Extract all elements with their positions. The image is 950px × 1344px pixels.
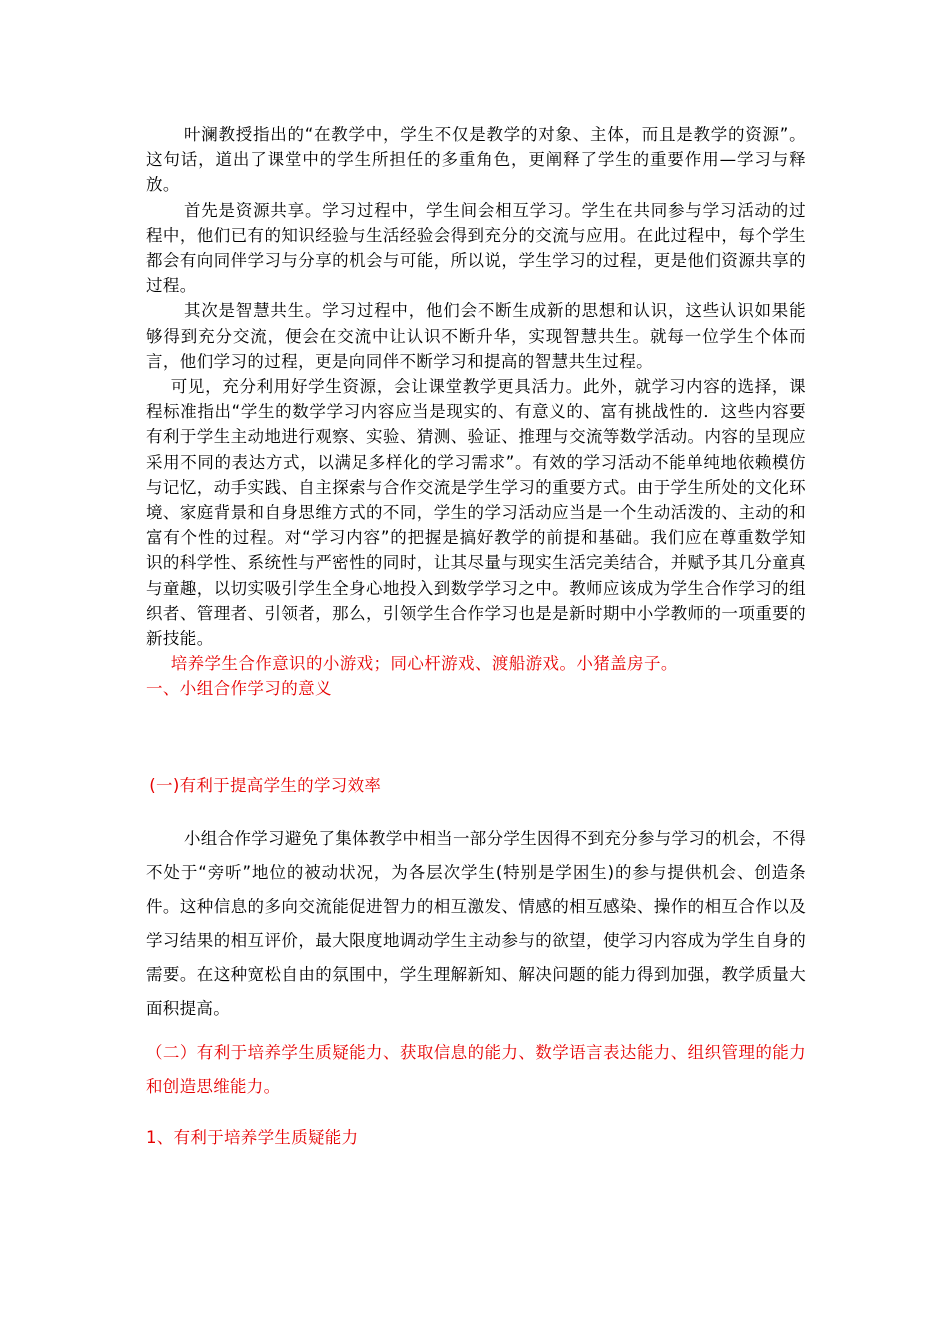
subsection-one xyxy=(146,770,806,802)
paragraph-learning-content: 可见，充分利用好学生资源，会让课堂教学更具活力。此外，就学习内容的选择，课程标准指出“学生的数学学习内容应当是现实的、有意义的、富有挑战性的．这些内容要有利于学生主动地进行观察、实验、猜测、验证、推理与交流等数学活动。内容的呈现应采用不同的表达方式，以满足多样化的学习需求”。有效的学习活动不能单纯地依赖模仿与记忆，动手实践、自主探索与合作交流是学生学习的重要方式。由于学生所处的文化环境、家庭背景和自身思维方式的不同，学生的学习活动应当是一个生动活泼的、主动的和富有个性的过程。对“学习内容”的把握是搞好教学的前提和基础。我们应在尊重数学知识的科学性、系统性与严密性的同时，让其尽量与现实生活完美结合，并赋予其几分童真与童趣，以切实吸引学生全身心地投入到数学学习之中。教师应该成为学生合作学习的组织者、管理者、引领者，那么，引领学生合作学习也是是新时期中小学教师的一项重要的新技能。 xyxy=(146,377,806,649)
subsection-title-abilities: （二）有利于培养学生质疑能力、获取信息的能力、数学语言表达能力、组织管理的能力和创造思维能力。 xyxy=(146,1043,806,1096)
subsection-two xyxy=(146,1036,806,1104)
games-line: 培养学生合作意识的小游戏；同心杆游戏、渡船游戏。小猪盖房子。 xyxy=(170,654,678,674)
paragraph-resource-sharing: 首先是资源共享。学习过程中，学生间会相互学习。学生在共同参与学习活动的过程中，他们已有的知识经验与生活经验会得到充分的交流与应用。在此过程中，每个学生都会有向同伴学习与分享的机会与可能，所以说，学生学习的过程，更是他们资源共享的过程。 xyxy=(146,200,806,296)
paragraph-wisdom-symbiosis: 其次是智慧共生。学习过程中，他们会不断生成新的思想和认识，这些认识如果能够得到充分交流，便会在交流中让认识不断升华，实现智慧共生。就每一位学生个体而言，他们学习的过程，更是向同伴不断学习和提高的智慧共生过程。 xyxy=(146,301,806,371)
point-one xyxy=(146,1122,806,1154)
subsection-title-efficiency: (一)有利于提高学生的学习效率 xyxy=(149,776,382,795)
paragraph-intro: 叶澜教授指出的“在教学中，学生不仅是教学的对象、主体，而且是教学的资源”。这句话，道出了课堂中的学生所担任的多重角色，更阐释了学生的重要作用—学习与释放。 xyxy=(146,125,806,195)
paragraph-group-work xyxy=(146,822,806,1026)
point-title-questioning: 1、有利于培养学生质疑能力 xyxy=(146,1128,359,1147)
document-body xyxy=(146,122,806,702)
paragraph-group-work-text: 小组合作学习避免了集体教学中相当一部分学生因得不到充分参与学习的机会，不得不处于“旁听”地位的被动状况，为各层次学生(特别是学困生)的参与提供机会、创造条件。这种信息的多向交流能促进智力的相互激发、情感的相互感染、操作的相互合作以及学习结果的相互评价，最大限度地调动学生主动参与的欲望，使学习内容成为学生自身的需要。在这种宽松自由的氛围中，学生理解新知、解决问题的能力得到加强，教学质量大面积提高。 xyxy=(146,829,806,1018)
section-title-significance: 一、小组合作学习的意义 xyxy=(146,679,332,699)
